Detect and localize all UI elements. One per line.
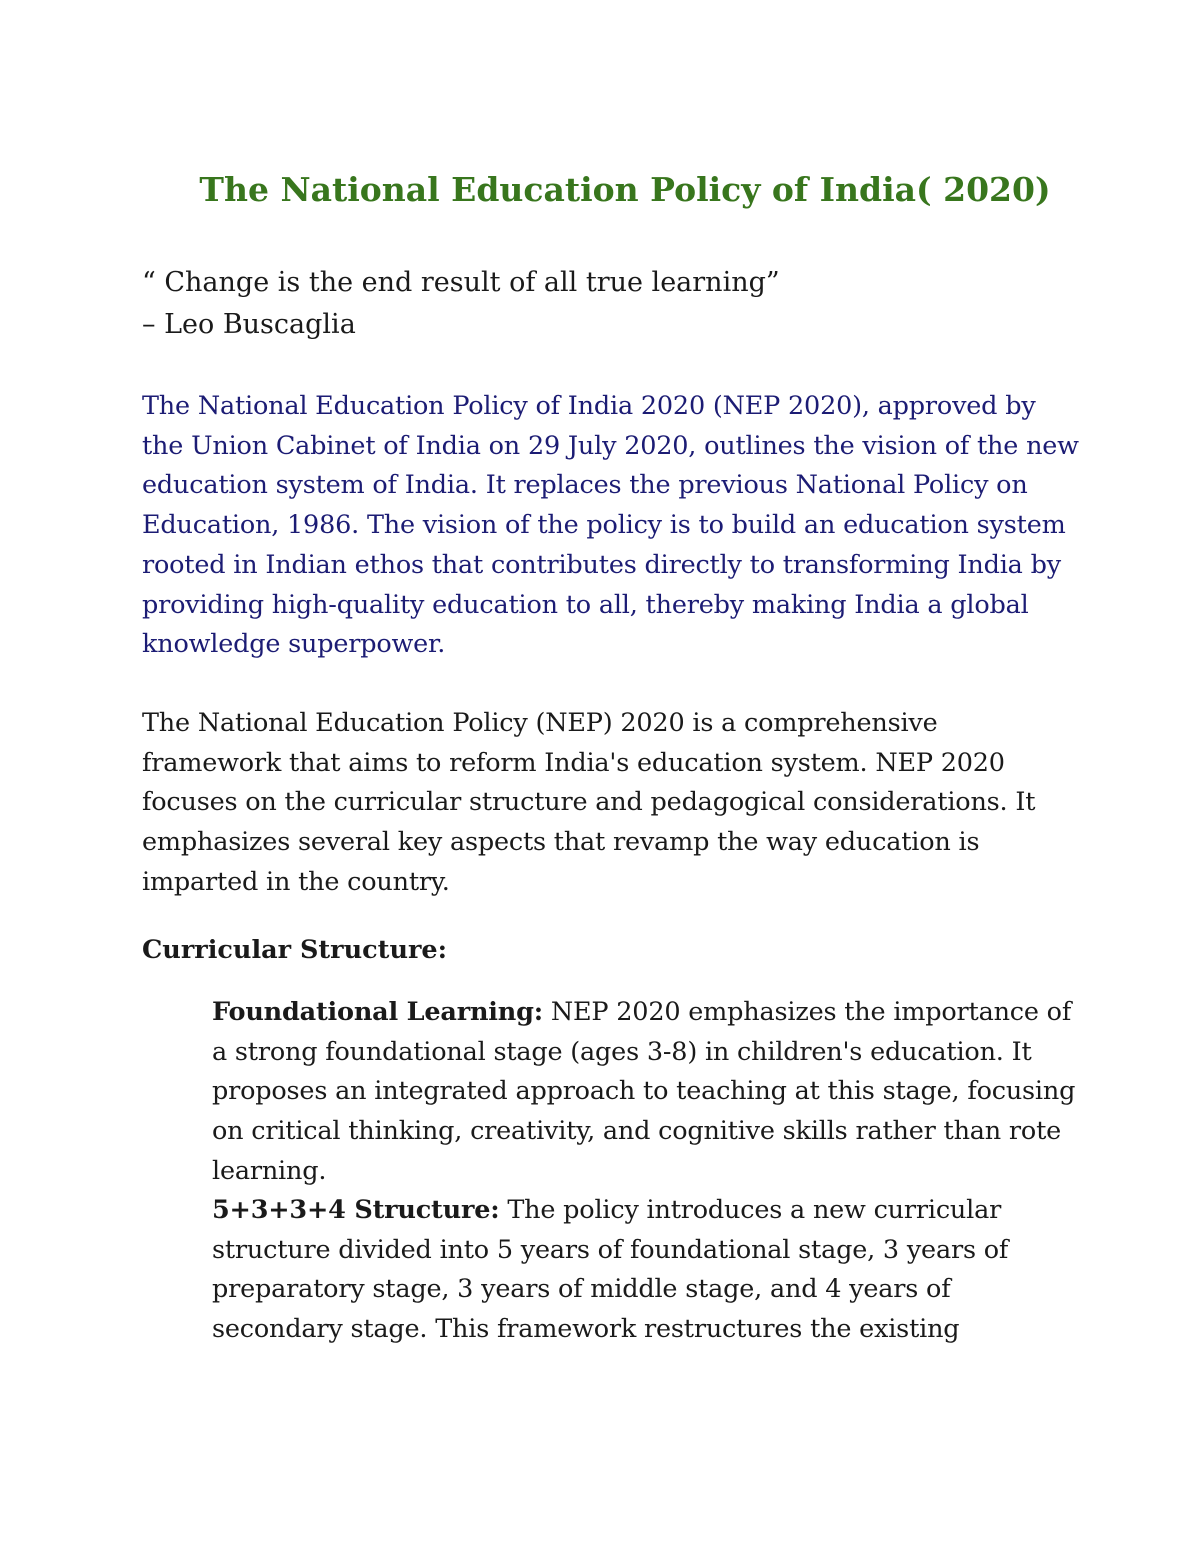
intro-paragraph: The National Education Policy of India 2020 (NEP 2020), approved by the Union Cabinet of India on 29 July 2020, outlines the vision of the new education system of India. It replaces the previous National Policy on Education, 1986. The vision of the policy is to build an education system rooted in Indian ethos that contributes directly to transforming India by providing high-quality education to all, thereby making India a global knowledge superpower. — [142, 391, 1079, 660]
quote-text: “ Change is the end result of all true learning” — [142, 267, 780, 298]
document-title: The National Education Policy of India( 2020) — [199, 170, 1051, 209]
list-item-text: NEP 2020 emphasizes the importance of a strong foundational stage (ages 3-8) in children's education. It proposes an integrated approach to teaching at this stage, focusing on critical thinking, creativity, and cognitive skills rather than rote learning. — [212, 997, 1076, 1186]
overview-paragraph: The National Education Policy (NEP) 2020 is a comprehensive framework that aims to reform India's education system. NEP 2020 focuses on the curricular structure and pedagogical considerations. It emphasizes several key aspects that revamp the way education is imparted in the country. — [142, 708, 1036, 897]
list-item-foundational-learning — [212, 993, 1082, 1192]
quote-block — [142, 262, 1102, 346]
list-item-5-3-3-4-structure — [212, 1191, 1082, 1350]
section-heading: Curricular Structure: — [142, 935, 448, 965]
list-item-label: Foundational Learning: — [212, 997, 543, 1027]
list-item-label: 5+3+3+4 Structure: — [212, 1195, 500, 1225]
list-item-text: The policy introduces a new curricular structure divided into 5 years of foundational stage, 3 years of preparatory stage, 3 years of middle stage, and 4 years of secondary stage. This framework restructures the existing — [212, 1195, 1009, 1345]
quote-attribution: – Leo Buscaglia — [142, 309, 356, 340]
